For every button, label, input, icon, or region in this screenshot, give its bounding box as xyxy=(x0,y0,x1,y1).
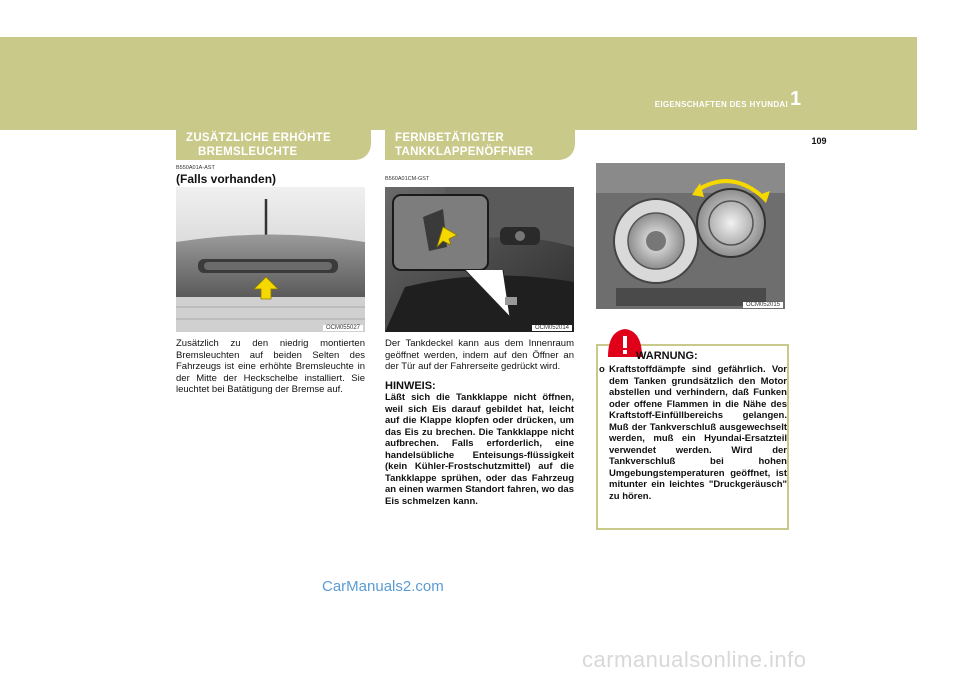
photo-label: OCM055027 xyxy=(323,325,363,331)
page-number: 109 xyxy=(790,130,848,148)
warning-title: WARNUNG: xyxy=(636,350,698,362)
fuel-cap-illustration xyxy=(596,163,785,309)
section-body-text: Zusätzlich zu den niedrig montierten Bremsleuchten auf beiden Selten des Fahrzeugs ist eine erhöhte Bremsleuchte in der Mitte der Heckschelbe installiert. Sie leuchtet bei Batätigung der Bremse auf. xyxy=(176,338,365,395)
section-title-line1: ZUSÄTZLICHE ERHÖHTE xyxy=(186,132,331,144)
photo-label: OCM052014 xyxy=(532,325,572,331)
section-subtitle: (Falls vorhanden) xyxy=(176,172,277,186)
chapter-title: EIGENSCHAFTEN DES HYUNDAI xyxy=(654,100,788,109)
section-code: B550A01A-AST xyxy=(176,165,215,171)
note-title: HINWEIS: xyxy=(385,379,436,392)
section-code: B560A01CM-GST xyxy=(385,176,430,182)
photo-fuel-door-release xyxy=(385,187,574,332)
header-band xyxy=(0,37,917,122)
section-title-line1: FERNBETÄTIGTER xyxy=(395,132,504,144)
door-panel-illustration xyxy=(385,187,574,332)
bullet: o xyxy=(599,364,605,375)
section-title-line2: TANKKLAPPENÖFFNER xyxy=(395,146,534,158)
section-tab-fuel-door xyxy=(385,130,575,160)
chapter-number: 1 xyxy=(790,88,802,110)
photo-fuel-cap xyxy=(596,163,785,309)
section-tab-brake-light xyxy=(176,130,371,160)
section-body-text xyxy=(385,338,574,507)
photo-brake-light xyxy=(176,187,365,332)
warning-paragraph: Kraftstoffdämpfe sind gefährlich. Vor dem Tanken grundsätzlich den Motor abstellen und verhindern, daß Funken oder offene Flammen in die Nähe des Kraftstoff-Einfüllbereichs gelangen. Muß der Tankverschluß ausgewechselt werden, muß ein Hyundai-Ersatzteil verwendet werden. Wird der Tankverschluß bei hohen Umgebungstemperaturen geöffnet, ist mitunter ein leichtes "Druckgeräusch" zu hören. xyxy=(609,364,787,502)
photo-label: OCM052015 xyxy=(743,302,783,308)
section-title-line2: BREMSLEUCHTE xyxy=(198,146,298,158)
brake-light-illustration xyxy=(176,187,365,332)
warning-text xyxy=(597,364,787,502)
paragraph: Der Tankdeckel kann aus dem Innenraum geöffnet werden, indem auf den Öffner an der Tür auf der Fahrerseite gedrückt wird. xyxy=(385,338,574,372)
watermark-left[interactable]: CarManuals2.com xyxy=(322,578,444,595)
header-band-lower xyxy=(0,122,917,130)
note-text: Läßt sich die Tankklappe nicht öffnen, weil sich Eis darauf gebildet hat, leicht auf die Klappe klopfen oder drücken, um das Eis zu brechen. Die Tankklappe nicht aufbrechen. Falls erforderlich, eine handelsübliche Enteisungs-flüssigkeit (kein Kühler-Frostschutzmittel) auf die Tankklappe sprühen, oder das Fahrzeug an einen warmen Standort fahren, wo das Eis schmelzen kann. xyxy=(385,392,574,507)
watermark-right[interactable]: carmanualsonline.info xyxy=(582,647,807,672)
